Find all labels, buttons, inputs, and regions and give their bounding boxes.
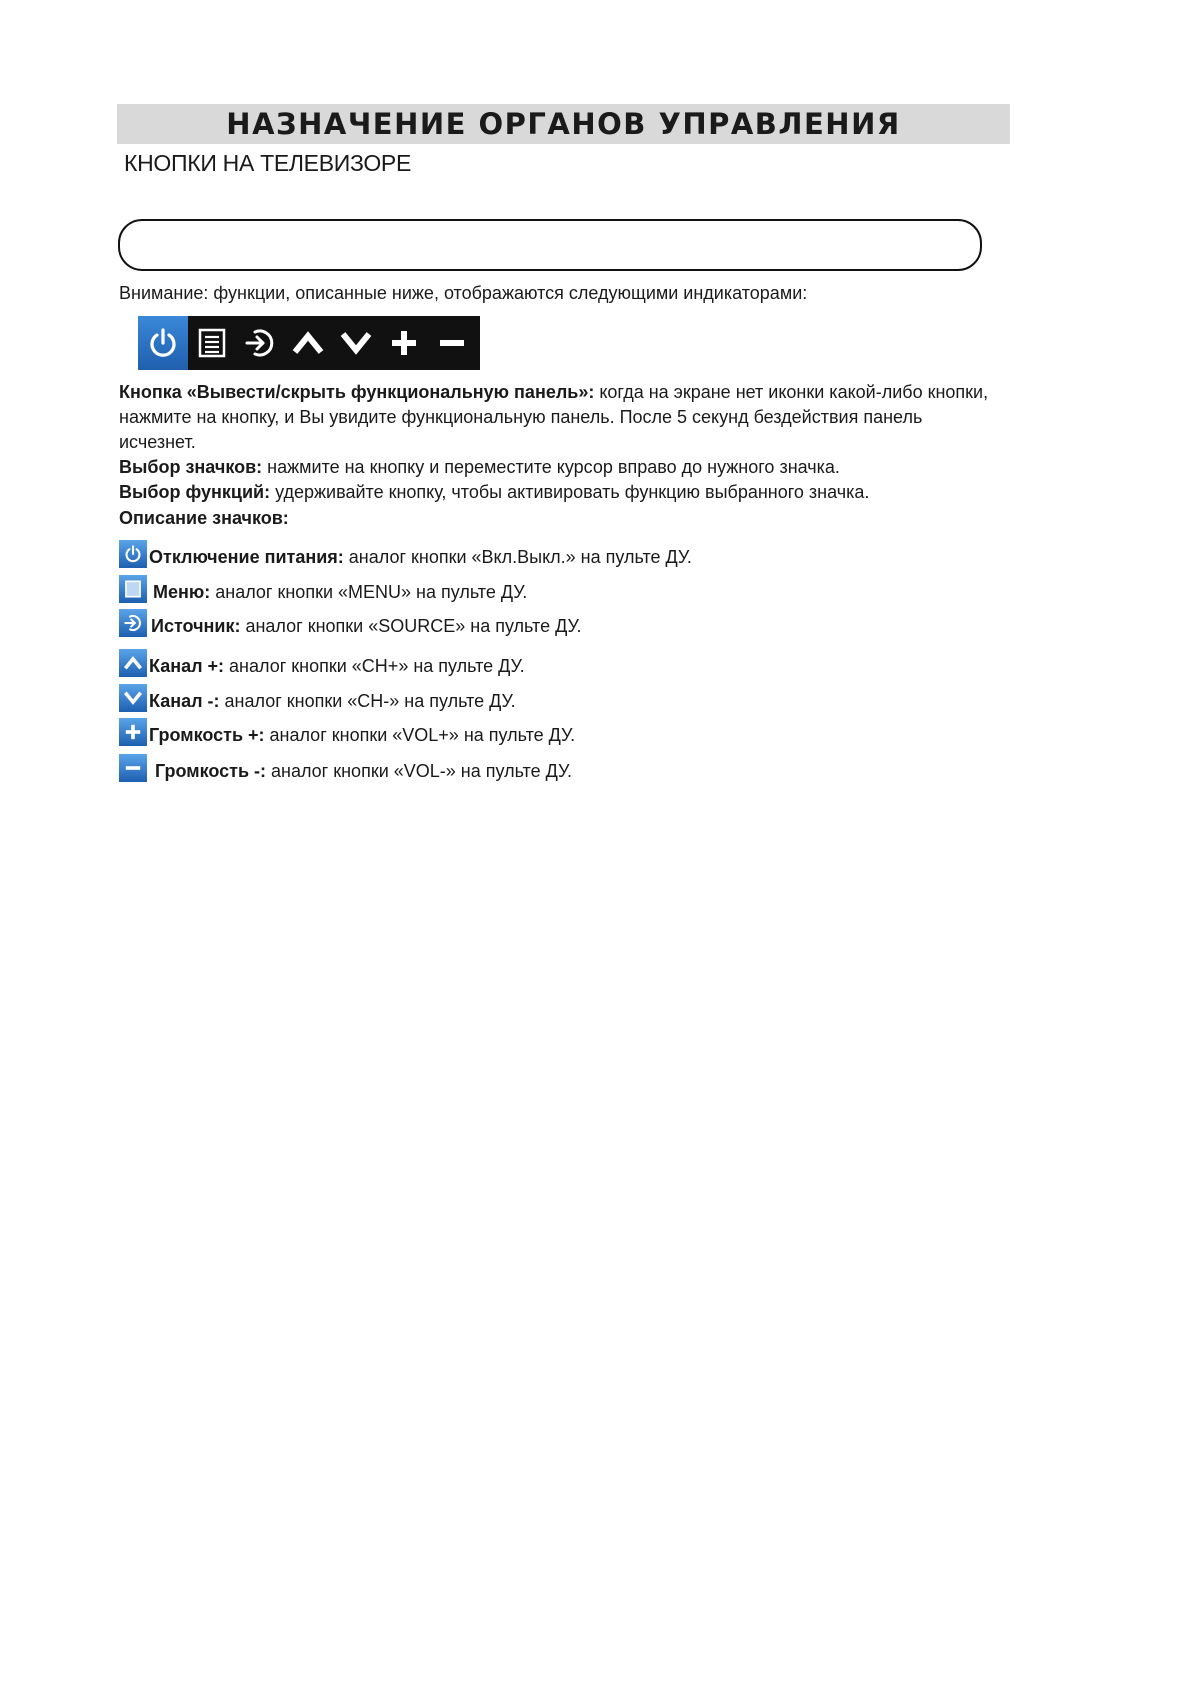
attention-text: Внимание: функции, описанные ниже, отображаются следующими индикаторами: xyxy=(119,283,808,303)
description-row-power xyxy=(119,536,692,568)
description-label: Канал -: xyxy=(149,691,220,711)
description-label: Меню: xyxy=(153,582,211,602)
channel-up-icon xyxy=(284,316,332,370)
power-icon xyxy=(119,540,147,568)
select-functions-label: Выбор функций: xyxy=(119,482,271,502)
source-icon xyxy=(236,316,284,370)
volume-up-icon xyxy=(119,718,147,746)
description-row-channel-down xyxy=(119,680,516,712)
description-label: Отключение питания: xyxy=(149,547,344,567)
show-panel-text: когда на экране нет иконки какой-либо кнопки, нажмите на кнопку, и Вы увидите функциональную панель. После 5 секунд бездействия панель исчезнет. xyxy=(119,382,989,452)
section-subtitle: КНОПКИ НА ТЕЛЕВИЗОРЕ xyxy=(124,150,411,176)
icons-heading: Описание значков: xyxy=(119,508,289,528)
page-title: НАЗНАЧЕНИЕ ОРГАНОВ УПРАВЛЕНИЯ xyxy=(226,107,901,141)
description-text: аналог кнопки «CH+» на пульте ДУ. xyxy=(229,656,525,676)
channel-down-icon xyxy=(332,316,380,370)
description-row-source xyxy=(119,605,582,637)
description-row-menu xyxy=(119,571,527,603)
description-text: аналог кнопки «Вкл.Выкл.» на пульте ДУ. xyxy=(348,547,692,567)
description-text: аналог кнопки «MENU» на пульте ДУ. xyxy=(215,582,528,602)
show-panel-paragraph xyxy=(119,380,999,455)
description-label: Канал +: xyxy=(149,656,225,676)
function-panel-strip xyxy=(138,316,480,370)
description-text: аналог кнопки «SOURCE» на пульте ДУ. xyxy=(245,616,582,636)
show-panel-label: Кнопка «Вывести/скрыть функциональную панель»: xyxy=(119,382,595,402)
title-bar xyxy=(117,104,1010,144)
menu-icon xyxy=(188,316,236,370)
select-functions-paragraph xyxy=(119,480,999,505)
channel-up-icon xyxy=(119,649,147,677)
select-icons-paragraph xyxy=(119,455,999,480)
description-row-channel-up xyxy=(119,645,525,677)
description-label: Громкость +: xyxy=(149,725,265,745)
volume-up-icon xyxy=(380,316,428,370)
menu-icon xyxy=(119,575,147,603)
description-row-volume-up xyxy=(119,714,575,746)
select-functions-text: удерживайте кнопку, чтобы активировать функцию выбранного значка. xyxy=(270,482,870,502)
description-text: аналог кнопки «VOL+» на пульте ДУ. xyxy=(269,725,576,745)
select-icons-label: Выбор значков: xyxy=(119,457,263,477)
channel-down-icon xyxy=(119,684,147,712)
source-icon xyxy=(119,609,147,637)
empty-rounded-frame xyxy=(118,219,982,271)
description-label: Громкость -: xyxy=(155,761,266,781)
description-row-volume-down xyxy=(119,750,572,782)
description-text: аналог кнопки «CH-» на пульте ДУ. xyxy=(224,691,516,711)
description-label: Источник: xyxy=(151,616,241,636)
description-text: аналог кнопки «VOL-» на пульте ДУ. xyxy=(271,761,573,781)
icons-heading-paragraph xyxy=(119,506,999,531)
power-icon xyxy=(138,316,188,370)
volume-down-icon xyxy=(119,754,147,782)
select-icons-text: нажмите на кнопку и переместите курсор вправо до нужного значка. xyxy=(262,457,840,477)
volume-down-icon xyxy=(428,316,476,370)
